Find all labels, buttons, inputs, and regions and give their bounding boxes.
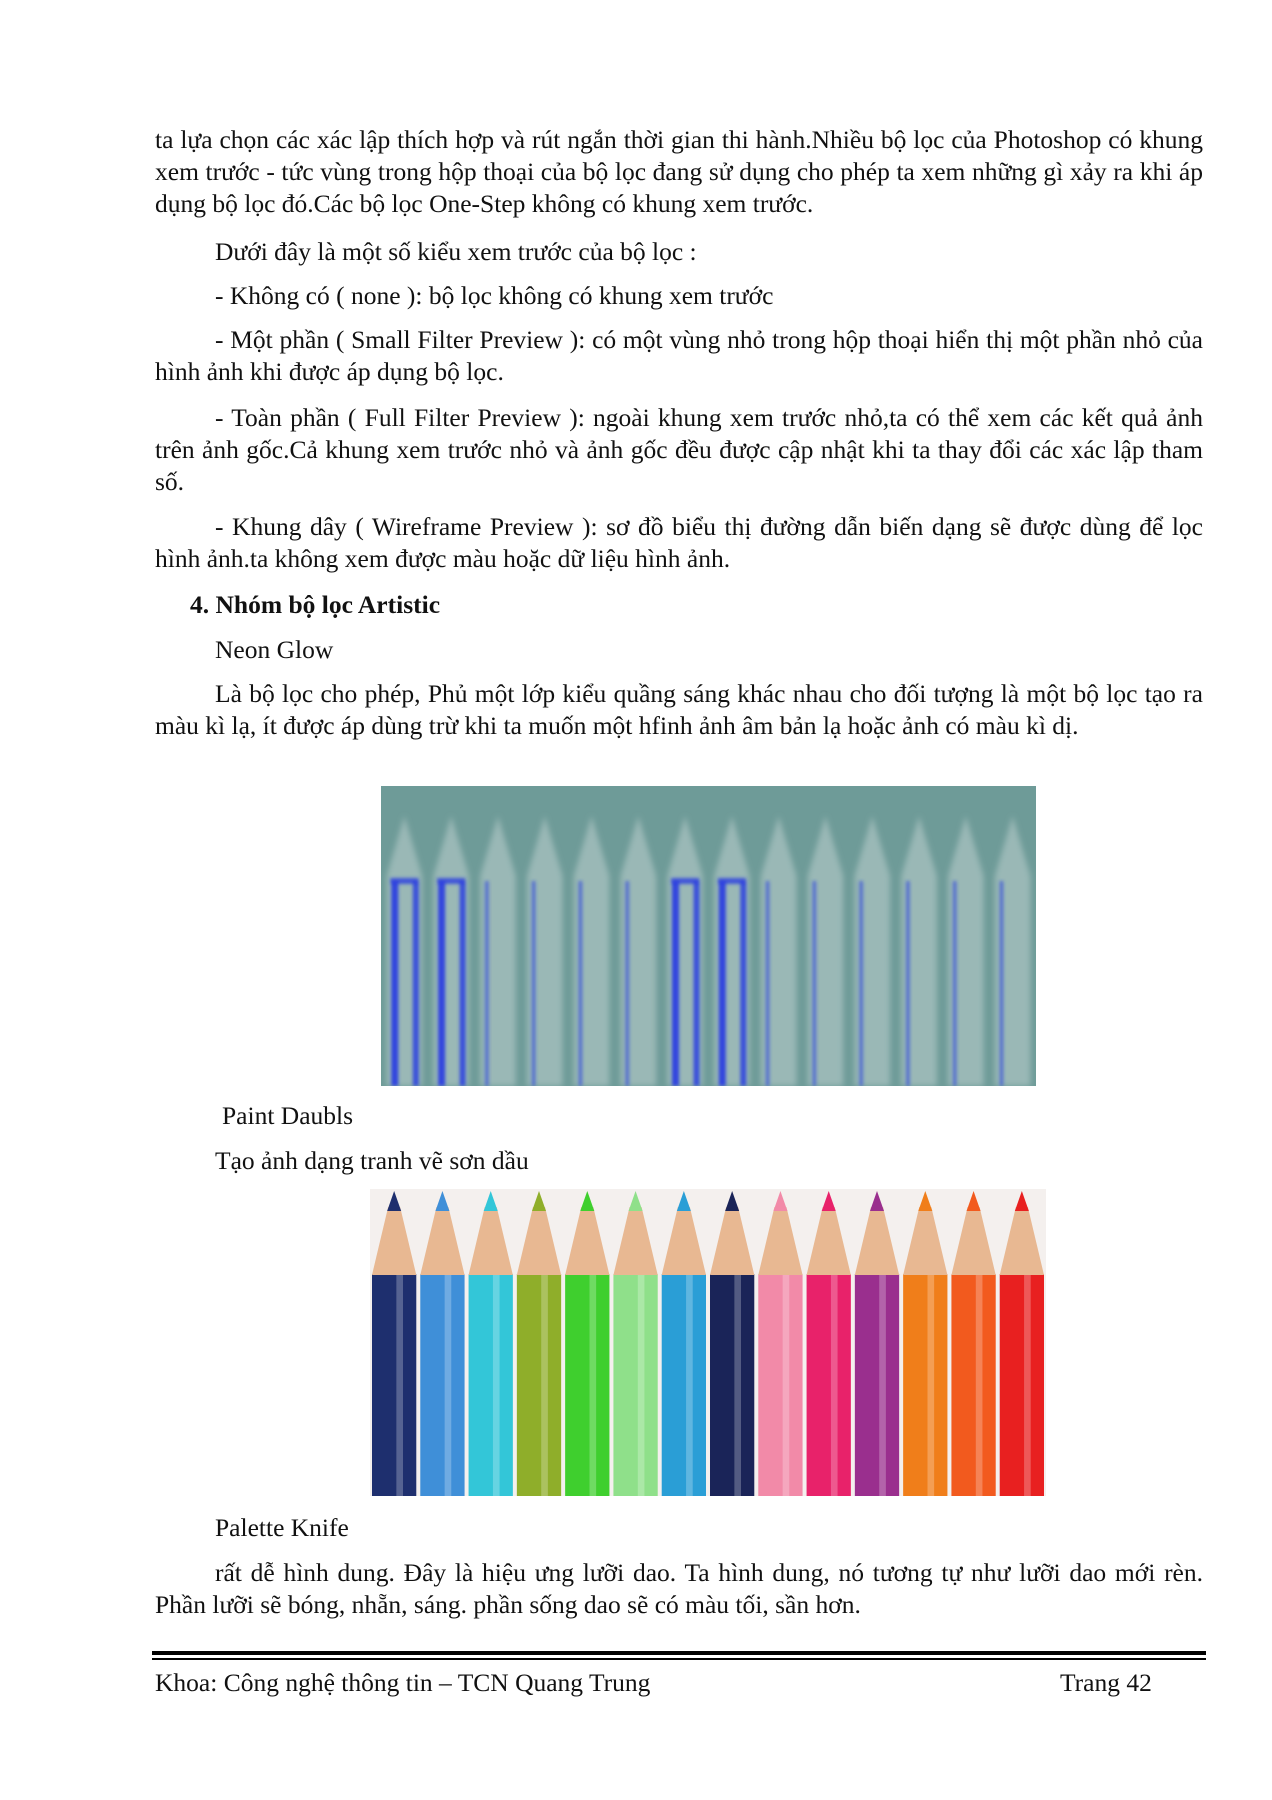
pencil-body [1000, 1274, 1044, 1496]
pencil-body [758, 1274, 802, 1496]
neon-edge-line [437, 878, 465, 884]
list-item-none: - Không có ( none ): bộ lọc không có khung xem trước [215, 281, 774, 310]
pencil-highlight [541, 1274, 548, 1496]
footer-page-number: Trang 42 [1060, 1668, 1152, 1697]
pencil-body [420, 1274, 464, 1496]
pencil-highlight [734, 1274, 741, 1496]
neon-edge-line [485, 881, 489, 1086]
pencil-highlight [686, 1274, 693, 1496]
pencil-body [807, 1274, 851, 1496]
paragraph-neon: Là bộ lọc cho phép, Phủ một lớp kiểu quầng sáng khác nhau cho đối tượng là một bộ lọc tạo ra màu kì lạ, ít được áp dùng trừ khi ta muốn một hfinh ảnh âm bản lạ hoặc ảnh có màu kì dị. [155, 679, 1203, 740]
neon-edge-line [671, 878, 699, 884]
neon-edge-line [766, 881, 770, 1086]
pencil-highlight [590, 1274, 597, 1496]
neon-edge-line [906, 881, 910, 1086]
pencil-body [613, 1274, 657, 1496]
paragraph-preview-types: Dưới đây là một số kiểu xem trước của bộ lọc : [215, 237, 697, 266]
pencil-body [662, 1274, 706, 1496]
neon-edge-line [718, 878, 746, 884]
pencil-highlight [783, 1274, 790, 1496]
neon-edge-line [460, 881, 466, 1086]
neon-glow-image [381, 786, 1036, 1086]
neon-edge-line [719, 881, 726, 1086]
pencil-body [517, 1274, 561, 1496]
pencil-body [469, 1274, 513, 1496]
pencil-highlight [879, 1274, 886, 1496]
neon-edge-line [859, 881, 863, 1086]
neon-edge-line [672, 881, 679, 1086]
label-neon-glow: Neon Glow [215, 635, 334, 664]
pencil-highlight [928, 1274, 935, 1496]
pencil-body [372, 1274, 416, 1496]
neon-edge-line [694, 881, 700, 1086]
neon-edge-line [1000, 881, 1004, 1086]
pencil-body [565, 1274, 609, 1496]
neon-glow-graphic [381, 786, 1036, 1086]
label-paint-daubls: Paint Daubls [222, 1101, 354, 1130]
list-item-full: - Toàn phần ( Full Filter Preview ): ngoài khung xem trước nhỏ,ta có thể xem các kết quả ảnh trên ảnh gốc.Cả khung xem trước nhỏ và ảnh gốc đều được cập nhật khi ta thay đổi các xác lập tham số. [155, 403, 1203, 496]
neon-edge-line [740, 881, 746, 1086]
pencil-highlight [445, 1274, 452, 1496]
list-item-small: - Một phần ( Small Filter Preview ): có một vùng nhỏ trong hộp thoại hiển thị một phần nhỏ của hình ảnh khi được áp dụng bộ lọc. [155, 325, 1203, 386]
neon-edge-line [532, 881, 536, 1086]
list-item-wireframe: - Khung dây ( Wireframe Preview ): sơ đồ biểu thị đường dẫn biến dạng sẽ được dùng để lọc hình ảnh.ta không xem được màu hoặc dữ liệu hình ảnh. [155, 512, 1203, 573]
neon-edge-line [812, 881, 816, 1086]
pencils-graphic [370, 1189, 1046, 1496]
neon-edge-line [438, 881, 445, 1086]
neon-edge-line [578, 881, 582, 1086]
neon-edge-line [390, 878, 418, 884]
paragraph-intro: ta lựa chọn các xác lập thích hợp và rút ngắn thời gian thi hành.Nhiều bộ lọc của Photoshop có khung xem trước - tức vùng trong hộp thoại của bộ lọc đang sử dụng cho phép ta xem những gì xảy ra khi áp dụng bộ lọc đó.Các bộ lọc One-Step không có khung xem trước. [155, 125, 1203, 218]
footer-department: Khoa: Công nghệ thông tin – TCN Quang Trung [155, 1668, 651, 1697]
neon-edge-line [391, 881, 398, 1086]
footer-rule-thin [152, 1658, 1206, 1660]
pencil-body [951, 1274, 995, 1496]
neon-edge-line [413, 881, 419, 1086]
pencil-body [903, 1274, 947, 1496]
section-heading: 4. Nhóm bộ lọc Artistic [190, 590, 441, 619]
pencil-highlight [638, 1274, 645, 1496]
neon-edge-line [953, 881, 957, 1086]
paint-daubs-image [370, 1189, 1046, 1496]
neon-background [381, 786, 1036, 1086]
pencil-body [855, 1274, 899, 1496]
pencil-body [710, 1274, 754, 1496]
paragraph-palette: rất dễ hình dung. Đây là hiệu ưng lưỡi dao. Ta hình dung, nó tương tự như lưỡi dao mới rèn. Phần lưỡi sẽ bóng, nhẵn, sáng. phần sống dao sẽ có màu tối, sần hơn. [155, 1558, 1203, 1619]
pencil-highlight [396, 1274, 403, 1496]
footer-rule-thick [152, 1651, 1206, 1655]
label-palette-knife: Palette Knife [215, 1513, 349, 1542]
pencil-highlight [493, 1274, 500, 1496]
neon-edge-line [625, 881, 629, 1086]
pencil-highlight [976, 1274, 983, 1496]
paragraph-paint: Tạo ảnh dạng tranh vẽ sơn dầu [215, 1146, 529, 1175]
pencil-highlight [1024, 1274, 1031, 1496]
pencil-highlight [831, 1274, 838, 1496]
